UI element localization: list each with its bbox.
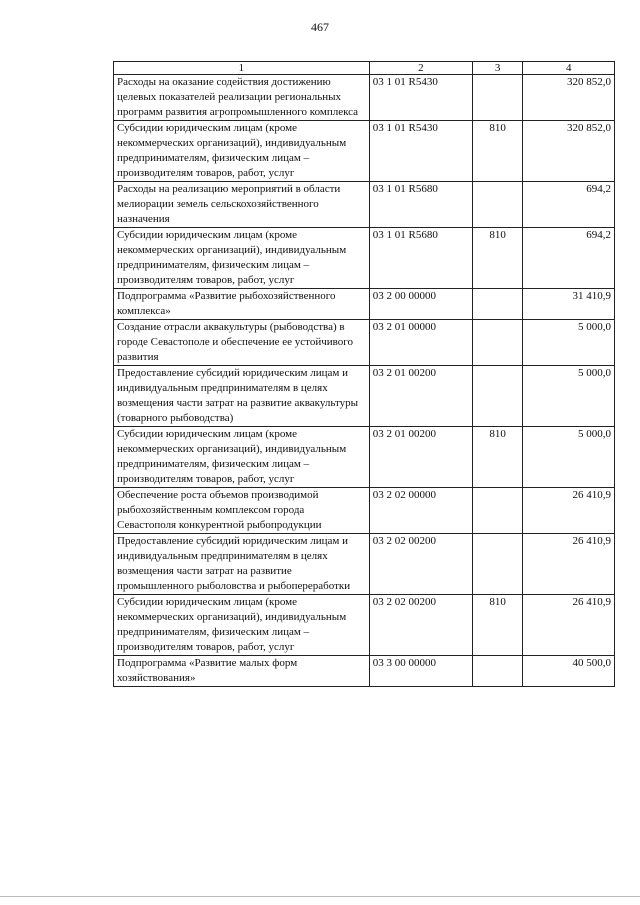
row-type: [472, 366, 523, 427]
row-name: Создание отрасли аквакультуры (рыбоводства) в городе Севастополе и обеспечение ее устойчивого развития: [114, 320, 370, 366]
table-row: [114, 656, 615, 687]
table-header-row: [114, 62, 615, 75]
table-row: [114, 320, 615, 366]
row-code: 03 1 01 R5430: [369, 121, 472, 182]
row-amount: 320 852,0: [523, 75, 615, 121]
row-name: Предоставление субсидий юридическим лицам и индивидуальным предпринимателям в целях возмещения части затрат на развитие аквакультуры (товарного рыбоводства): [114, 366, 370, 427]
header-col-3: 3: [472, 62, 523, 75]
table-row: [114, 289, 615, 320]
row-type: 810: [472, 595, 523, 656]
row-code: 03 2 01 00000: [369, 320, 472, 366]
row-amount: 5 000,0: [523, 427, 615, 488]
row-name: Субсидии юридическим лицам (кроме некоммерческих организаций), индивидуальным предпринимателям, физическим лицам – производителям товаров, работ, услуг: [114, 595, 370, 656]
table-row: [114, 595, 615, 656]
row-type: [472, 289, 523, 320]
row-type: 810: [472, 121, 523, 182]
row-code: 03 2 02 00200: [369, 595, 472, 656]
table-row: [114, 488, 615, 534]
table-row: [114, 228, 615, 289]
row-amount: 26 410,9: [523, 534, 615, 595]
budget-table: [113, 61, 615, 687]
header-col-4: 4: [523, 62, 615, 75]
row-amount: 320 852,0: [523, 121, 615, 182]
row-code: 03 2 01 00200: [369, 427, 472, 488]
row-code: 03 1 01 R5430: [369, 75, 472, 121]
row-type: [472, 488, 523, 534]
table-row: [114, 534, 615, 595]
header-col-1: 1: [114, 62, 370, 75]
row-name: Субсидии юридическим лицам (кроме некоммерческих организаций), индивидуальным предпринимателям, физическим лицам – производителям товаров, работ, услуг: [114, 228, 370, 289]
row-amount: 694,2: [523, 182, 615, 228]
header-col-2: 2: [369, 62, 472, 75]
row-name: Расходы на оказание содействия достижению целевых показателей реализации региональных программ развития агропромышленного комплекса: [114, 75, 370, 121]
row-amount: 40 500,0: [523, 656, 615, 687]
row-type: 810: [472, 228, 523, 289]
row-amount: 5 000,0: [523, 366, 615, 427]
row-name: Субсидии юридическим лицам (кроме некоммерческих организаций), индивидуальным предпринимателям, физическим лицам – производителям товаров, работ, услуг: [114, 121, 370, 182]
row-code: 03 3 00 00000: [369, 656, 472, 687]
table-row: [114, 366, 615, 427]
row-name: Подпрограмма «Развитие рыбохозяйственного комплекса»: [114, 289, 370, 320]
row-amount: 26 410,9: [523, 488, 615, 534]
row-code: 03 2 01 00200: [369, 366, 472, 427]
row-code: 03 1 01 R5680: [369, 182, 472, 228]
row-code: 03 2 02 00200: [369, 534, 472, 595]
row-amount: 694,2: [523, 228, 615, 289]
row-amount: 26 410,9: [523, 595, 615, 656]
row-type: [472, 656, 523, 687]
row-code: 03 1 01 R5680: [369, 228, 472, 289]
row-name: Расходы на реализацию мероприятий в области мелиорации земель сельскохозяйственного назначения: [114, 182, 370, 228]
row-type: [472, 182, 523, 228]
row-type: [472, 75, 523, 121]
row-amount: 5 000,0: [523, 320, 615, 366]
row-type: [472, 534, 523, 595]
row-type: 810: [472, 427, 523, 488]
row-code: 03 2 02 00000: [369, 488, 472, 534]
row-name: Субсидии юридическим лицам (кроме некоммерческих организаций), индивидуальным предпринимателям, физическим лицам – производителям товаров, работ, услуг: [114, 427, 370, 488]
row-code: 03 2 00 00000: [369, 289, 472, 320]
page-number: 467: [311, 20, 329, 34]
scan-edge-line: [0, 896, 640, 897]
row-name: Обеспечение роста объемов производимой рыбохозяйственным комплексом города Севастополя конкурентной рыбопродукции: [114, 488, 370, 534]
table-row: [114, 121, 615, 182]
row-type: [472, 320, 523, 366]
row-name: Подпрограмма «Развитие малых форм хозяйствования»: [114, 656, 370, 687]
table-row: [114, 182, 615, 228]
table-row: [114, 75, 615, 121]
table-row: [114, 427, 615, 488]
row-name: Предоставление субсидий юридическим лицам и индивидуальным предпринимателям в целях возмещения части затрат на развитие промышленного рыболовства и рыбопереработки: [114, 534, 370, 595]
row-amount: 31 410,9: [523, 289, 615, 320]
